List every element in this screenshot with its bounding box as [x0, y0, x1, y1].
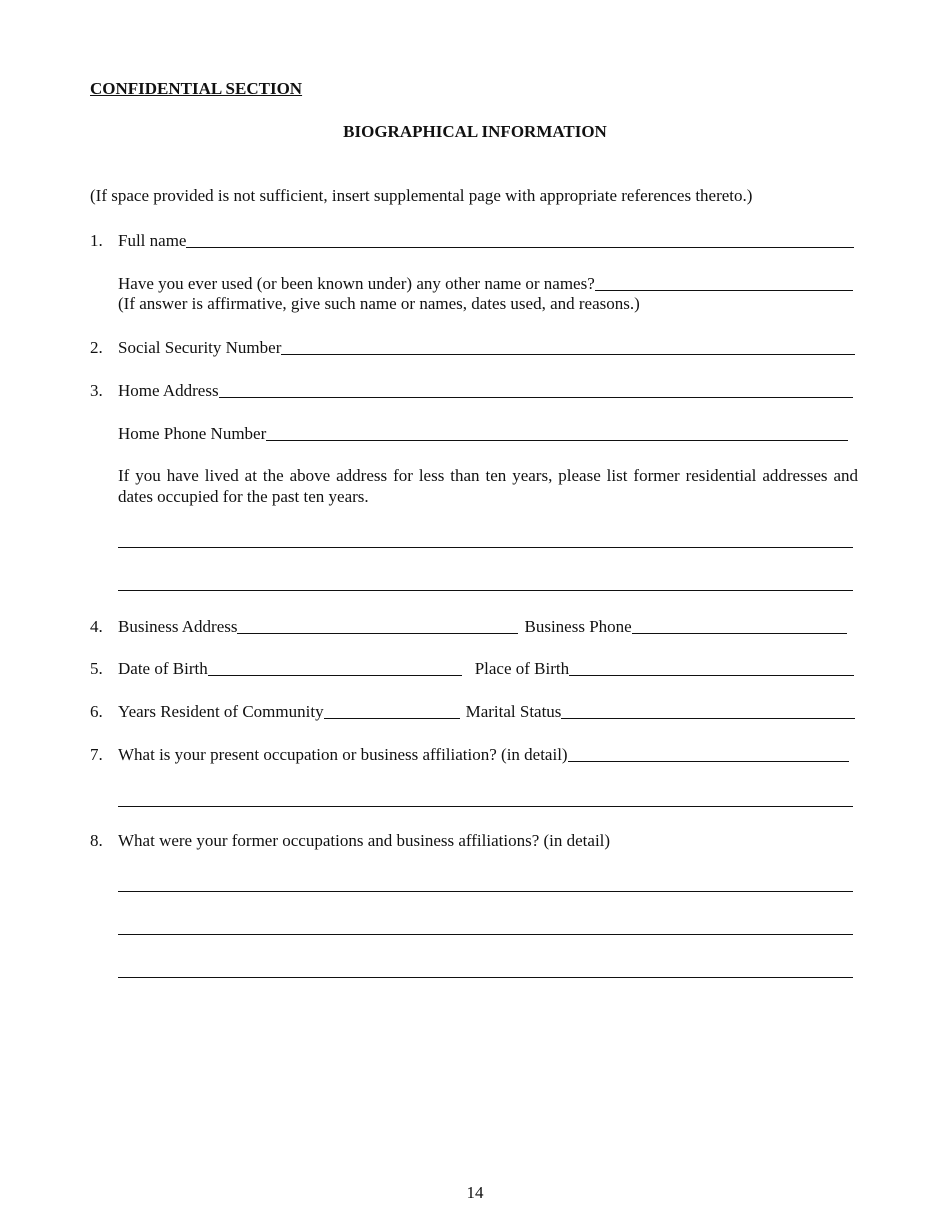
section-title: CONFIDENTIAL SECTION: [90, 79, 303, 98]
business-address-label: Business Address: [118, 617, 238, 636]
question-2-row: [90, 336, 855, 358]
former-occupations-line-2[interactable]: [118, 934, 853, 935]
years-resident-field[interactable]: [324, 700, 460, 719]
question-8-number: 8.: [90, 831, 103, 850]
place-of-birth-field[interactable]: [569, 657, 854, 676]
question-5-row: [90, 657, 854, 679]
other-names-label: Have you ever used (or been known under) any other name or names?: [118, 274, 595, 293]
page-number: 14: [466, 1183, 484, 1202]
question-1-number: 1.: [90, 231, 103, 250]
question-5-number: 5.: [90, 659, 103, 678]
marital-status-label: Marital Status: [465, 702, 562, 721]
question-3-number: 3.: [90, 381, 103, 400]
business-phone-field[interactable]: [632, 615, 847, 634]
question-4-row: [90, 615, 847, 637]
former-occupations-label: What were your former occupations and business affiliations? (in detail): [118, 831, 611, 850]
question-6-number: 6.: [90, 702, 103, 721]
present-occupation-label: What is your present occupation or business affiliation? (in detail): [118, 745, 568, 764]
instructions-text: (If space provided is not sufficient, insert supplemental page with appropriate references thereto.): [90, 186, 753, 205]
former-occupations-line-1[interactable]: [118, 891, 853, 892]
present-occupation-line-2[interactable]: [118, 806, 853, 807]
business-phone-label: Business Phone: [524, 617, 632, 636]
business-address-field[interactable]: [237, 615, 518, 634]
home-address-field[interactable]: [219, 379, 853, 398]
document-title: BIOGRAPHICAL INFORMATION: [343, 122, 607, 141]
question-4-number: 4.: [90, 617, 103, 636]
question-8-row: [90, 829, 854, 851]
home-address-label: Home Address: [118, 381, 219, 400]
former-address-line-2[interactable]: [118, 590, 853, 591]
home-phone-field[interactable]: [266, 422, 848, 441]
years-resident-label: Years Resident of Community: [118, 702, 324, 721]
question-7-number: 7.: [90, 745, 103, 764]
present-occupation-field[interactable]: [568, 743, 849, 762]
full-name-label: Full name: [118, 231, 187, 250]
home-phone-label: Home Phone Number: [118, 424, 267, 443]
question-2-number: 2.: [90, 338, 103, 357]
question-1-row: [90, 229, 854, 251]
ssn-label: Social Security Number: [118, 338, 282, 357]
full-name-field[interactable]: [186, 229, 854, 248]
ssn-field[interactable]: [281, 336, 855, 355]
question-7-row: [90, 743, 849, 765]
marital-status-field[interactable]: [561, 700, 855, 719]
place-of-birth-label: Place of Birth: [474, 659, 570, 678]
other-names-note: (If answer is affirmative, give such name or names, dates used, and reasons.): [118, 294, 640, 313]
date-of-birth-field[interactable]: [208, 657, 462, 676]
date-of-birth-label: Date of Birth: [118, 659, 208, 678]
other-names-row: [118, 272, 853, 294]
former-occupations-line-3[interactable]: [118, 977, 853, 978]
other-names-field[interactable]: [595, 272, 853, 291]
former-address-line-1[interactable]: [118, 547, 853, 548]
question-3-row: [90, 379, 853, 401]
question-6-row: [90, 700, 855, 722]
home-phone-row: [118, 422, 848, 444]
former-addresses-text: If you have lived at the above address for less than ten years, please list former residential addresses and dates occupied for the past ten years.: [118, 466, 858, 506]
